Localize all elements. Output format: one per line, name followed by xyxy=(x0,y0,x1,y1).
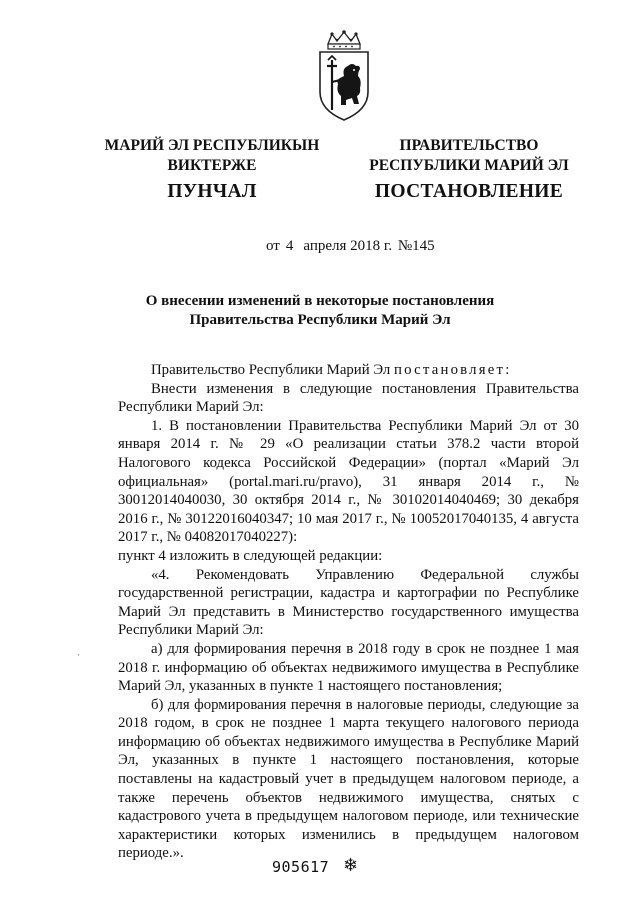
document-number: №145 xyxy=(397,238,435,254)
header-right-line1: ПРАВИТЕЛЬСТВО xyxy=(399,137,539,154)
date-line xyxy=(266,238,435,255)
paragraph-resolves xyxy=(118,361,579,380)
coat-of-arms-emblem xyxy=(314,30,374,122)
header-mari-block xyxy=(100,136,324,202)
paragraph-item-1: 1. В постановлении Правительства Республики Марий Эл от 30 января 2014 г. № 29 «О реализации статьи 378.2 части второй Налогового кодекса Российской Федерации» (портал «Марий Эл официальная» (portal.mari.ru/pravo), 31 января 2014 г., № 30012014040030, 30 октября 2014 г., № 30102014040469; 30 декабря 2016 г., № 30122016040347; 10 мая 2017 г., № 10052017040135, 4 августа 2017 г., № 04082017040227): xyxy=(118,417,579,546)
date-prefix: от xyxy=(266,238,280,254)
date-month-year: апреля 2018 г. xyxy=(303,238,393,254)
crown-icon xyxy=(328,30,360,49)
scan-speck: · xyxy=(77,650,80,660)
resolves-keyword: постановляет xyxy=(394,362,506,378)
snowflake-mark-icon: ❄ xyxy=(343,855,359,876)
shield-icon xyxy=(320,52,368,120)
title-line2: Правительства Республики Марий Эл xyxy=(189,312,451,328)
resolves-start: Правительство Республики Марий Эл xyxy=(151,362,394,378)
title-line1: О внесении изменений в некоторые постановления xyxy=(145,293,495,309)
document-title xyxy=(80,292,560,330)
paragraph-subitem-a: а) для формирования перечня в 2018 году в срок не позднее 1 мая 2018 г. информацию об объектах недвижимого имущества в Республике Марий Эл, указанных в пункте 1 настоящего постановления; xyxy=(118,640,579,695)
paragraph-quote-4: «4. Рекомендовать Управлению Федеральной службы государственной регистрации, кадастра и картографии по Республике Марий Эл представить в Министерство государственного имущества Республики Марий Эл: xyxy=(118,566,579,639)
header-right-doc-type: ПОСТАНОВЛЕНИЕ xyxy=(374,181,564,202)
header-left-doc-type: ПУНЧАЛ xyxy=(167,181,257,202)
document-body xyxy=(118,361,579,863)
paragraph-amend-intro: Внести изменения в следующие постановления Правительства Республики Марий Эл: xyxy=(118,380,579,416)
date-day: 4 xyxy=(285,238,294,254)
header-left-line2: ВИКТЕРЖЕ xyxy=(167,157,257,174)
header-right-line2: РЕСПУБЛИКИ МАРИЙ ЭЛ xyxy=(369,157,569,174)
serial-number: 905617 xyxy=(272,858,330,876)
paragraph-item-4-intro: пункт 4 изложить в следующей редакции: xyxy=(118,547,383,564)
header-russian-block xyxy=(364,136,574,202)
paragraph-subitem-b: б) для формирования перечня в налоговые периоды, следующие за 2018 годом, в срок не позднее 1 марта текущего налогового периода информацию об объектах недвижимого имущества в Республике Марий Эл, указанных в пункте 1 настоящего постановления, которые поставлены на кадастровый учет в предыдущем налоговом периоде, а также перечень объектов недвижимого имущества, снятых с кадастрового учета в предыдущем налоговом периоде, или технические характеристики которых изменились в предыдущем налоговом периоде.». xyxy=(118,696,579,862)
resolves-end: : xyxy=(505,362,510,378)
header-left-line1: МАРИЙ ЭЛ РЕСПУБЛИКЫН xyxy=(104,137,320,154)
